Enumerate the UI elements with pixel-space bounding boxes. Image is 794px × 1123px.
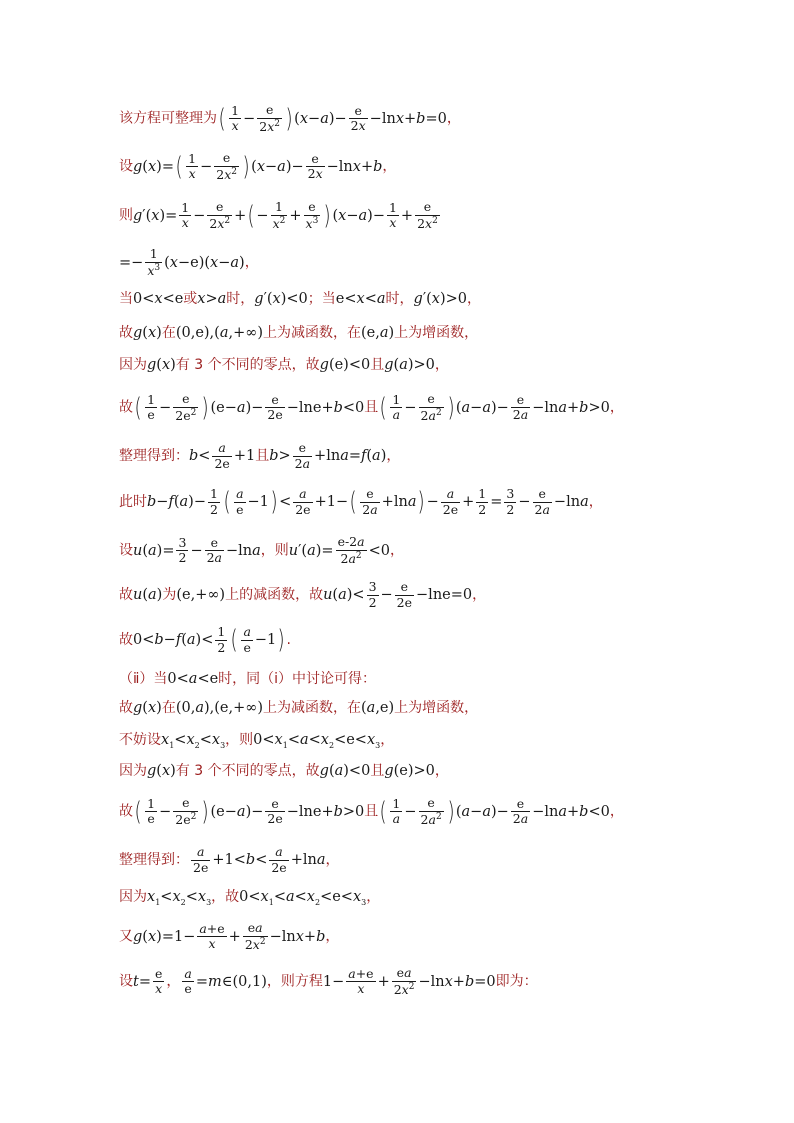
text: ，则 (225, 732, 254, 748)
text: 故 (119, 399, 133, 416)
eq-line-9: 整理得到：b< $\frac{a}{2e}$ +1且b> $\frac{e}{2a}$ +lna=f(a)， (119, 440, 401, 471)
text: 此时 (119, 494, 147, 510)
eq-line-16: 不妨设$x_1<x_2<x_3$，则$0<x_1<a<x_2<e<x_3$， (119, 732, 395, 750)
eq-line-1: 该方程可整理为( $\frac{1}{x}$ − $\frac{e}{2x^2}$ ) (x−a)− $\frac{e}{2x}$ −lnx+b=0， (119, 102, 461, 134)
text: 又 (119, 928, 133, 945)
eq-line-8: 故( $\frac{1}{e}$ − $\frac{e}{2e^2}$ ) (e−a)− $\frac{e}{2e}$ −lne+b<0且( $\frac{1}{a}$ − $\frac{e}{2a^2}$ ) (a−a)− $\frac{e}{2a}$ −lna+b>0， (119, 391, 624, 423)
text: 上为增函数， (394, 700, 479, 716)
text: 或 (183, 291, 198, 307)
text: 为 (162, 587, 177, 603)
text: ， (366, 889, 381, 905)
text: 则 (119, 207, 133, 224)
text: 整理得到： (119, 448, 189, 464)
eq-line-2: 设g(x)=( $\frac{1}{x}$ − $\frac{e}{2x^2}$ ) (x−a)− $\frac{e}{2x}$ −lnx+b， (119, 150, 397, 182)
text: ， (434, 357, 449, 373)
eq-line-4: =− $\frac{1}{x^3}$ (x−e)(x−a)， (119, 246, 259, 278)
eq-line-13: 故0<b−f(a)< $\frac{1}{2}$ ( $\frac{a}{e}$ −1) . (119, 624, 291, 655)
text: （ⅱ）当 (119, 671, 168, 687)
text: 且 (370, 357, 385, 373)
eq-line-15: 故g(x)在(0,a),(e,+∞)上为减函数，在(a,e)上为增函数， (119, 700, 479, 716)
eq-line-18: 故( $\frac{1}{e}$ − $\frac{e}{2e^2}$ ) (e−a)− $\frac{e}{2e}$ −lne+b>0且( $\frac{1}{a}$ − $\frac{e}{2a^2}$ ) (a−a)− $\frac{e}{2a}$ −lna+b<0， (119, 795, 624, 827)
text: 故 (119, 325, 133, 341)
text: ， (325, 928, 340, 945)
text: ， (244, 254, 259, 271)
eq-line-20: 因为$x_1<x_2<x_3$，故$0<x_1<a<x_2<e<x_3$， (119, 889, 381, 907)
eq-line-11: 设u(a)= $\frac{3}{2}$ − $\frac{e}{2a}$ −lna，则u′(a)= $\frac{e-2a}{2a^2}$ <0， (119, 534, 404, 566)
text: ， (325, 852, 340, 868)
text: ，则方程 (266, 973, 323, 990)
eq-line-21: 又g(x)=1− $\frac{a+e}{x}$ + $\frac{ea}{2x^2}$ −lnx+b， (119, 920, 340, 952)
eq-line-3: 则g′(x)= $\frac{1}{x}$ − $\frac{e}{2x^2}$ +( − $\frac{1}{x^2}$ + $\frac{e}{x^3}$ ) (x−a)− $\frac{1}{x}$ + $\frac{e}{2x^2}$ (119, 199, 438, 231)
text: 有 3 个不同的零点，故 (175, 357, 320, 373)
text: ；当 (307, 291, 336, 307)
text: 设 (119, 542, 133, 559)
eq-line-7: 因为g(x)有 3 个不同的零点，故g(e)<0且g(a)>0， (119, 357, 449, 373)
text: 因为 (119, 889, 147, 905)
eq-line-5: 当0<x<e或x>a时，g′(x)<0；当e<x<a时，g′(x)>0， (119, 291, 481, 307)
text: ， (609, 399, 624, 416)
eq-line-6: 故g(x)在(0,e),(a,+∞)上为减函数，在(e,a)上为增函数， (119, 325, 479, 341)
text: 在 (161, 325, 176, 341)
eq-line-10: 此时b−f(a)− $\frac{1}{2}$ ( $\frac{a}{e}$ −1) < $\frac{a}{2e}$ +1−( $\frac{e}{2a}$ +lna) − $\frac{a}{2e}$ + $\frac{1}{2}$ = $\frac{3}{2}$ − $\frac{e}{2a}$ −lna， (119, 486, 603, 517)
text: ，故 (211, 889, 240, 905)
text: ， (380, 732, 395, 748)
text: 时， (385, 291, 414, 307)
text: 上为减函数，在 (262, 325, 361, 341)
text: ， (472, 587, 487, 603)
text: 时，同（ⅰ）中讨论可得： (218, 671, 377, 687)
text: 上为减函数，在 (262, 700, 361, 716)
text: 设 (119, 158, 133, 175)
text: 故 (119, 700, 133, 716)
text: ， (588, 494, 603, 510)
text: 故 (119, 632, 133, 648)
text: 故 (119, 587, 133, 603)
text: ， (467, 291, 481, 307)
text: 故 (119, 803, 133, 820)
text: ， (382, 158, 397, 175)
text: 时， (226, 291, 255, 307)
eq-line-12: 故u(a)为(e,+∞)上的减函数，故u(a)< $\frac{3}{2}$ − $\frac{e}{2e}$ −lne=0， (119, 579, 487, 610)
text: . (286, 632, 291, 648)
text: 且 (364, 399, 379, 416)
text: 该方程可整理为 (119, 110, 217, 127)
text: 且 (370, 763, 385, 779)
text: 即为： (495, 973, 538, 990)
text: 有 3 个不同的零点，故 (175, 763, 320, 779)
text: 上的减函数，故 (225, 587, 324, 603)
eq-line-14: （ⅱ）当0<a<e时，同（ⅰ）中讨论可得： (119, 671, 377, 687)
text: 设 (119, 973, 133, 990)
text: ， (386, 448, 401, 464)
text: ， (434, 763, 449, 779)
text: 当 (119, 291, 133, 307)
eq-line-22: 设t= $\frac{e}{x}$ ， $\frac{a}{e}$ =m∈(0,1)，则方程1− $\frac{a+e}{x}$ + $\frac{ea}{2x^2}$ −lnx+b=0即为： (119, 965, 538, 997)
text: 不妨设 (119, 732, 161, 748)
text: 且 (364, 803, 379, 820)
text: ， (446, 110, 461, 127)
text: 且 (255, 448, 270, 464)
text: 在 (161, 700, 176, 716)
text: ， (609, 803, 624, 820)
text: ， (389, 542, 404, 559)
text: 整理得到： (119, 852, 189, 868)
text: ， (166, 973, 181, 990)
eq-line-19: 整理得到： $\frac{a}{2e}$ +1<b< $\frac{a}{2e}$ +lna， (119, 844, 340, 875)
eq-line-17: 因为g(x)有 3 个不同的零点，故g(a)<0且g(e)>0， (119, 763, 449, 779)
text: 因为 (119, 763, 147, 779)
text: 因为 (119, 357, 147, 373)
text: ，则 (260, 542, 289, 559)
text: 上为增函数， (394, 325, 479, 341)
